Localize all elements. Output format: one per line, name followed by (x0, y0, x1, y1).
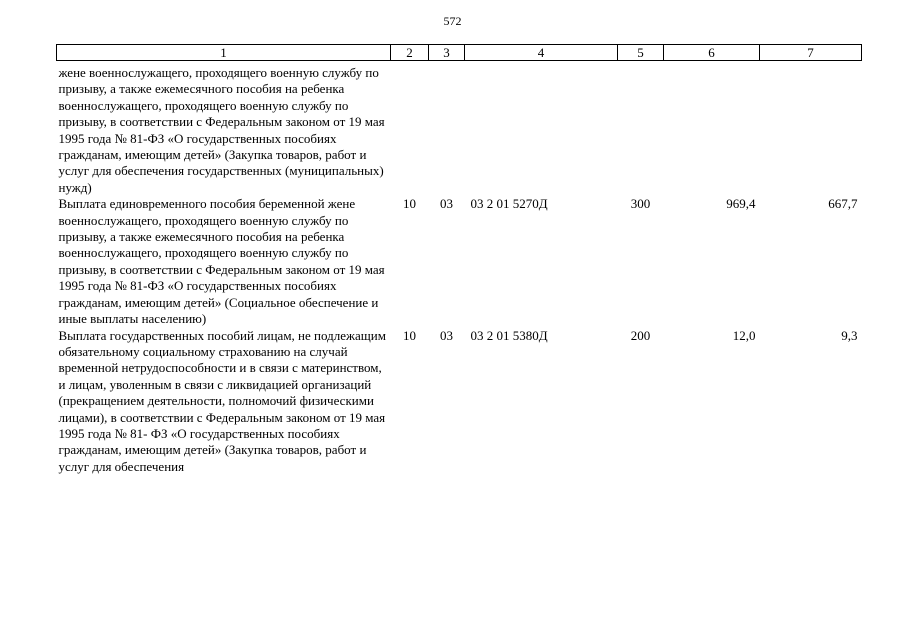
header-col-1: 1 (57, 45, 391, 61)
table-row (57, 61, 862, 197)
row-subsection: 03 (440, 327, 453, 343)
budget-table (56, 44, 862, 475)
row-amount-1 (664, 61, 760, 197)
row-subsection (429, 61, 465, 197)
row-subsection: 03 (440, 196, 453, 212)
row-amount-2 (760, 61, 862, 197)
page-number: 572 (443, 14, 462, 28)
row-target-code: 03 2 01 5270Д (470, 196, 548, 212)
row-section (391, 61, 429, 197)
row-amount-1: 12,0 (732, 327, 756, 343)
table-row (57, 328, 862, 476)
row-section: 10 (403, 196, 416, 212)
table-row (57, 196, 862, 327)
header-col-3: 3 (429, 45, 465, 61)
row-target-code: 03 2 01 5380Д (470, 327, 548, 343)
header-col-4: 4 (465, 45, 618, 61)
row-amount-2: 9,3 (841, 327, 858, 343)
header-col-7: 7 (760, 45, 862, 61)
header-col-6: 6 (664, 45, 760, 61)
row-description: Выплата единовременного пособия беременной жене военнослужащего, проходящего военную службу по призыву, а также ежемесячного пособия на ребенка военнослужащего, проходящего военную службу по призыву, в соответствии с Федеральным законом от 19 мая 1995 года № 81-ФЗ «О государственных пособиях гражданам, имеющим детей» (Социальное обеспечение и иные выплаты населению) (58, 196, 385, 327)
row-expense-type: 200 (630, 327, 651, 343)
row-target-code (465, 61, 618, 197)
row-description: Выплата государственных пособий лицам, не подлежащим обязательному социальному страхованию на случай временной нетрудоспособности и в связи с материнством, и лицам, уволенным в связи с ликвидацией организаций (прекращением деятельности, полномочий физическими лицами), в соответствии с Федеральным законом от 19 мая 1995 года № 81- ФЗ «О государственных пособиях гражданам, имеющим детей» (Закупка товаров, работ и услуг для обеспечения (58, 327, 386, 474)
row-amount-2: 667,7 (828, 196, 858, 212)
row-description: жене военнослужащего, проходящего военную службу по призыву, а также ежемесячного пособия на ребенка военнослужащего, проходящего военную службу по призыву, в соответствии с Федеральным законом от 19 мая 1995 года № 81-ФЗ «О государственных пособиях гражданам, имеющим детей» (Закупка товаров, работ и услуг для обеспечения государственных (муниципальных) нужд) (58, 65, 385, 195)
row-amount-1: 969,4 (726, 196, 756, 212)
row-expense-type: 300 (630, 196, 651, 212)
table-header (57, 45, 862, 61)
header-col-5: 5 (618, 45, 664, 61)
table-body (57, 61, 862, 476)
row-expense-type (618, 61, 664, 197)
header-row (57, 45, 862, 61)
header-col-2: 2 (391, 45, 429, 61)
row-section: 10 (403, 327, 416, 343)
